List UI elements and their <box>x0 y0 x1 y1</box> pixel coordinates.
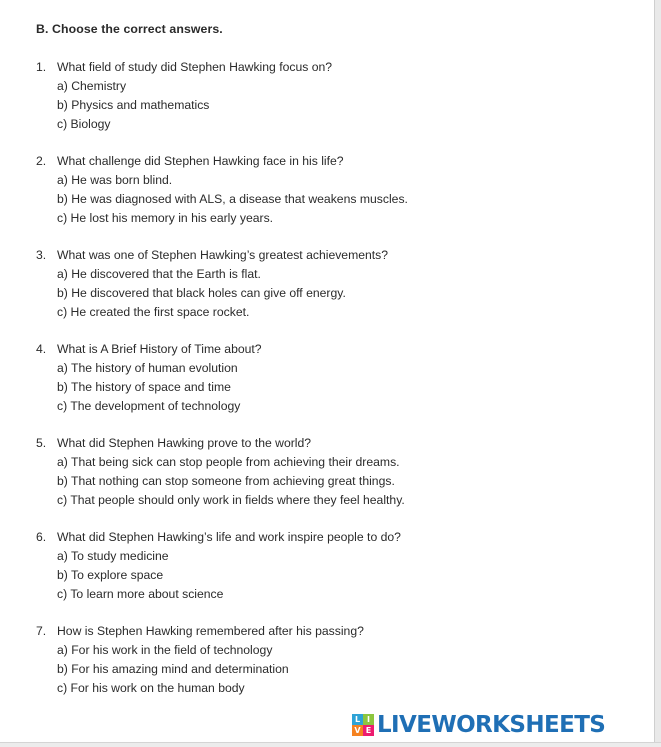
answer-option-a: a) Chemistry <box>57 79 127 93</box>
answer-option-b: b) He was diagnosed with ALS, a disease that weakens muscles. <box>57 192 408 206</box>
question-number: 1. <box>36 60 47 74</box>
question-number: 5. <box>36 436 47 450</box>
question-3 <box>36 246 636 322</box>
page-bottom-edge <box>0 742 661 747</box>
question-line <box>36 434 636 453</box>
question-text: What is A Brief History of Time about? <box>57 342 262 356</box>
question-number: 6. <box>36 530 47 544</box>
answer-option-c: c) The development of technology <box>57 399 241 413</box>
logo-mark-icon <box>352 714 374 736</box>
question-line <box>36 246 636 265</box>
question-text: What did Stephen Hawking’s life and work inspire people to do? <box>57 530 401 544</box>
answer-option-b: b) To explore space <box>57 568 164 582</box>
question-1 <box>36 58 636 134</box>
question-line <box>36 152 636 171</box>
question-text: How is Stephen Hawking remembered after his passing? <box>57 624 364 638</box>
question-text: What challenge did Stephen Hawking face in his life? <box>57 154 344 168</box>
answer-option-a: a) To study medicine <box>57 549 169 563</box>
answer-option-c: c) He created the first space rocket. <box>57 305 250 319</box>
question-number: 4. <box>36 342 47 356</box>
answer-option-a: a) For his work in the field of technology <box>57 643 273 657</box>
question-text: What did Stephen Hawking prove to the world? <box>57 436 312 450</box>
question-text: What field of study did Stephen Hawking focus on? <box>57 60 333 74</box>
answer-option-b: b) He discovered that black holes can give off energy. <box>57 286 346 300</box>
answer-option-a: a) He was born blind. <box>57 173 173 187</box>
question-line <box>36 58 636 77</box>
question-line <box>36 528 636 547</box>
logo-tile-e: E <box>363 725 374 736</box>
answer-option-b: b) That nothing can stop someone from achieving great things. <box>57 474 395 488</box>
answer-option-c: c) He lost his memory in his early years. <box>57 211 274 225</box>
question-number: 7. <box>36 624 47 638</box>
question-number: 2. <box>36 154 47 168</box>
logo-tile-i: I <box>363 714 374 725</box>
question-text: What was one of Stephen Hawking’s greatest achievements? <box>57 248 389 262</box>
answer-option-b: b) Physics and mathematics <box>57 98 210 112</box>
logo-wordmark: LIVEWORKSHEETS <box>377 712 606 738</box>
answer-option-a: a) That being sick can stop people from achieving their dreams. <box>57 455 400 469</box>
answer-option-a: a) He discovered that the Earth is flat. <box>57 267 261 281</box>
answer-option-b: b) The history of space and time <box>57 380 231 394</box>
question-2 <box>36 152 636 228</box>
question-list <box>36 58 636 698</box>
answer-option-c: c) For his work on the human body <box>57 681 245 695</box>
answer-option-b: b) For his amazing mind and determination <box>57 662 289 676</box>
worksheet <box>36 20 636 716</box>
question-6 <box>36 528 636 604</box>
answer-option-c: c) To learn more about science <box>57 587 224 601</box>
liveworksheets-logo <box>352 711 605 739</box>
page-right-edge <box>654 0 661 747</box>
question-7 <box>36 622 636 698</box>
question-line <box>36 622 636 641</box>
section-title: B. Choose the correct answers. <box>36 22 223 36</box>
question-number: 3. <box>36 248 47 262</box>
answer-option-c: c) Biology <box>57 117 111 131</box>
answer-option-a: a) The history of human evolution <box>57 361 238 375</box>
logo-tile-l: L <box>352 714 363 725</box>
question-4 <box>36 340 636 416</box>
logo-tile-v: V <box>352 725 363 736</box>
answer-option-c: c) That people should only work in fields where they feel healthy. <box>57 493 405 507</box>
question-line <box>36 340 636 359</box>
question-5 <box>36 434 636 510</box>
